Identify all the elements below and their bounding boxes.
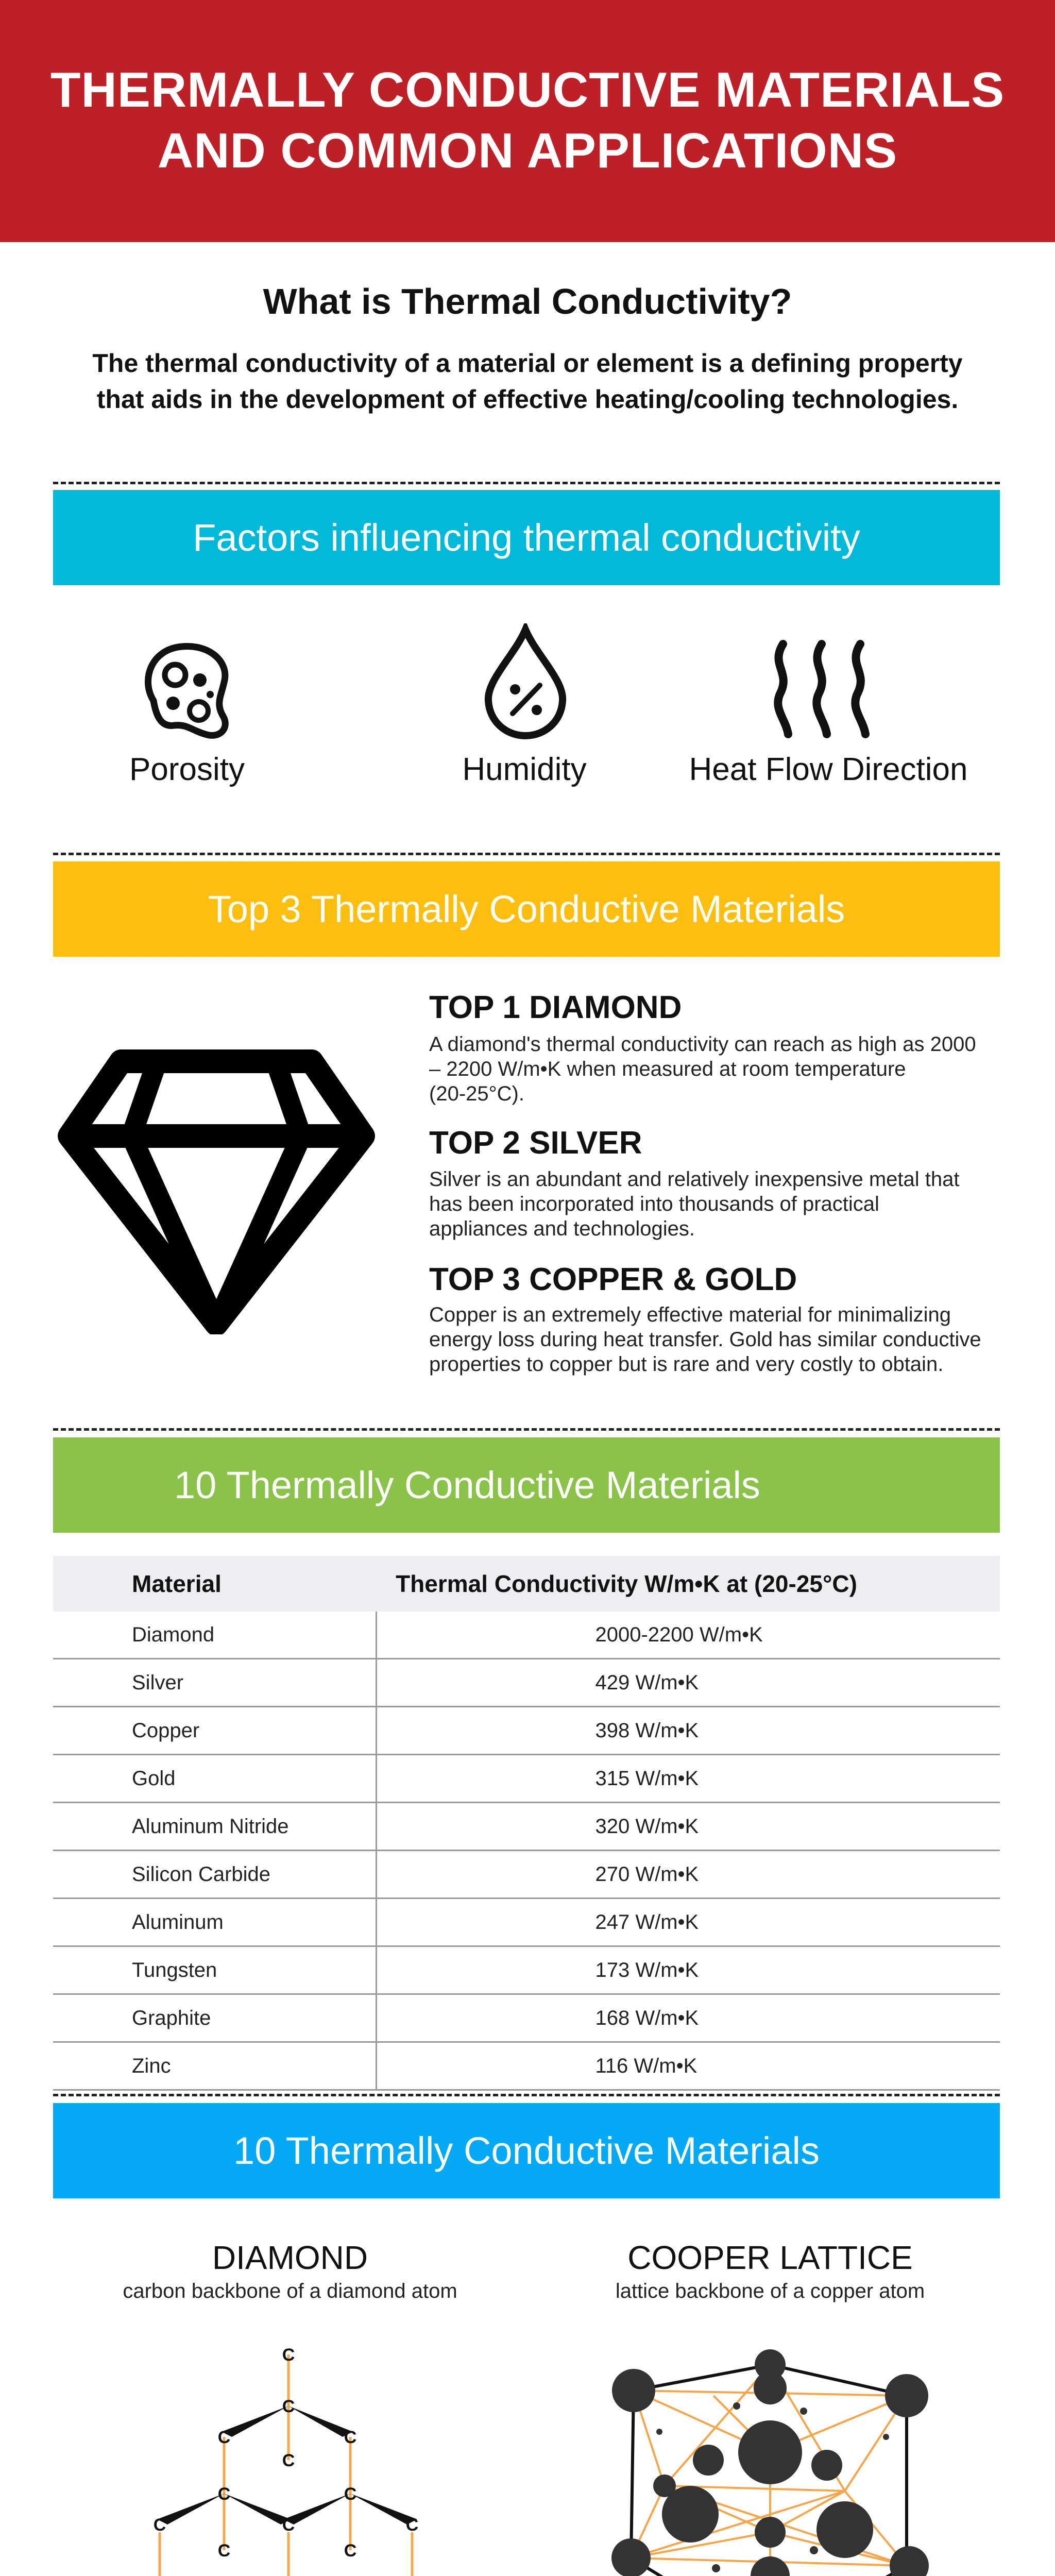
material-cell: Aluminum Nitride [53,1803,376,1851]
top3-heading: TOP 3 COPPER & GOLD [429,1262,797,1297]
copper-ion [751,2556,790,2576]
material-cell: Copper [53,1707,376,1755]
top1-text [429,1032,1001,1106]
table-header-row [53,1556,1000,1612]
intro-line-2: that aids in the development of effective heating/cooling technologies. [96,385,959,414]
top3-line-3: properties to copper but is rare and very costly to obtain. [429,1353,944,1376]
top3-line-1: Copper is an extremely effective material for minimalizing [429,1303,951,1326]
copper-ions [611,2349,929,2576]
copper-ion [611,2538,651,2576]
carbon-atom-label: C [282,2515,295,2535]
carbon-atom-label: C [344,2484,357,2504]
wedge-bond [224,2494,291,2524]
conductivity-cell: 168 W/m•K [376,1994,1000,2042]
copper-ion [712,2564,720,2572]
top2-heading: TOP 2 SILVER [429,1125,642,1161]
intro-line-1: The thermal conductivity of a material or element is a defining property [92,349,963,378]
table-row [53,1612,1000,1659]
divider [53,1428,1000,1431]
diamond-lattice-diagram [77,2334,500,2576]
copper-ion [890,2546,929,2576]
top1-heading: TOP 1 DIAMOND [429,990,682,1025]
humidity-icon [479,623,572,742]
copper-lattice-subtitle: lattice backbone of a copper atom [615,2280,925,2302]
conductivity-cell: 270 W/m•K [376,1851,1000,1899]
table-title: 10 Thermally Conductive Materials [174,1464,760,1506]
conductivity-cell: 320 W/m•K [376,1803,1000,1851]
lattice-title: 10 Thermally Conductive Materials [233,2129,820,2172]
wedge-bond [222,2406,288,2437]
material-cell: Diamond [53,1612,376,1659]
carbon-atom-label: C [282,2345,295,2365]
heat-flow-icon [768,636,878,739]
page-title-line-1: THERMALLY CONDUCTIVE MATERIALS [50,62,1005,117]
conductivity-cell: 315 W/m•K [376,1755,1000,1803]
factor-label-porosity: Porosity [129,752,245,787]
diamond-icon [54,1046,379,1334]
table-row [53,1659,1000,1707]
table-row [53,1946,1000,1994]
top3-title: Top 3 Thermally Conductive Materials [208,888,845,930]
diamond-lattice-title: DIAMOND [212,2239,368,2276]
table-row [53,1851,1000,1899]
conductivity-cell: 116 W/m•K [376,2042,1000,2090]
copper-ion [883,2434,889,2440]
table-row [53,1755,1000,1803]
top2-text [429,1167,1001,1241]
table-row [53,1899,1000,1946]
table-banner [53,1437,1000,1533]
copper-ion [612,2369,655,2412]
factor-label-humidity: Humidity [462,752,587,787]
intro-text [72,345,983,417]
top1-line-1: A diamond's thermal conductivity can reach as high as 2000 [429,1033,976,1056]
material-cell: Tungsten [53,1946,376,1994]
column-header-conductivity: Thermal Conductivity W/m•K at (20-25°C) [376,1556,1000,1612]
carbon-atom-label: C [153,2515,166,2535]
carbon-atom-label: C [217,2541,231,2561]
copper-ion [810,2546,818,2554]
bond-line [770,2566,907,2576]
top1-line-3: (20-25°C). [429,1082,524,1105]
copper-ion [662,2486,719,2543]
conductivity-cell: 398 W/m•K [376,1707,1000,1755]
material-cell: Zinc [53,2042,376,2090]
carbon-atom-label: C [217,2484,231,2504]
diamond-lattice-subtitle: carbon backbone of a diamond atom [123,2280,457,2302]
cell-edge [631,2391,634,2558]
page-title-line-2: AND COMMON APPLICATIONS [157,123,898,178]
carbon-atom-label: C [344,2541,357,2561]
cell-edge [770,2566,907,2576]
material-cell: Gold [53,1755,376,1803]
table-row [53,2042,1000,2090]
divider [53,2094,1000,2096]
divider [53,482,1000,484]
carbon-atom-label: C [405,2515,419,2535]
factors-banner [53,490,1000,585]
carbon-atom-label: C [217,2428,231,2447]
divider [53,853,1000,855]
factor-label-heat-flow: Heat Flow Direction [689,752,968,787]
copper-ion [693,2445,724,2476]
conductivity-cell: 429 W/m•K [376,1659,1000,1707]
copper-ion [738,2420,802,2484]
copper-lattice-diagram [598,2349,948,2576]
lattice-wedge-bonds [93,2406,479,2576]
top2-line-2: has been incorporated into thousands of practical [429,1193,879,1215]
copper-ion [816,2501,873,2558]
wedge-bond [157,2494,224,2524]
top3-line-2: energy loss during heat transfer. Gold has similar conductive [429,1328,981,1351]
copper-ion [754,2371,787,2404]
wedge-bond [288,2406,353,2437]
copper-ion [733,2402,740,2410]
header-banner [0,0,1055,242]
top2-line-1: Silver is an abundant and relatively inexpensive metal that [429,1168,960,1191]
material-cell: Silicon Carbide [53,1851,376,1899]
material-cell: Silver [53,1659,376,1707]
table-row [53,1994,1000,2042]
top2-line-3: appliances and technologies. [429,1217,695,1240]
column-header-material: Material [53,1556,376,1612]
material-cell: Graphite [53,1994,376,2042]
table-row [53,1803,1000,1851]
conductivity-cell: 173 W/m•K [376,1946,1000,1994]
carbon-atom-label: C [282,2451,295,2470]
copper-ion [811,2450,842,2481]
top1-line-2: – 2200 W/m•K when measured at room temperature [429,1058,906,1080]
conductivity-cell: 2000-2200 W/m•K [376,1612,1000,1659]
copper-ion [755,2517,786,2548]
top3-banner [53,861,1000,957]
copper-lattice-title: COOPER LATTICE [627,2239,913,2276]
table-row [53,1707,1000,1755]
carbon-atom-label: C [282,2397,295,2416]
carbon-atoms [89,2345,483,2576]
material-cell: Aluminum [53,1899,376,1946]
copper-ion [885,2374,928,2417]
porosity-icon [138,639,236,742]
copper-ion [800,2408,807,2415]
conductivity-cell: 247 W/m•K [376,1899,1000,1946]
carbon-atom-label: C [344,2428,357,2447]
page-title [0,59,1055,182]
copper-ion [656,2429,662,2435]
top3-text [429,1302,1001,1377]
factors-title: Factors influencing thermal conductivity [193,516,860,559]
materials-table [53,1556,1000,2091]
intro-title: What is Thermal Conductivity? [263,281,792,321]
lattice-banner [53,2103,1000,2198]
